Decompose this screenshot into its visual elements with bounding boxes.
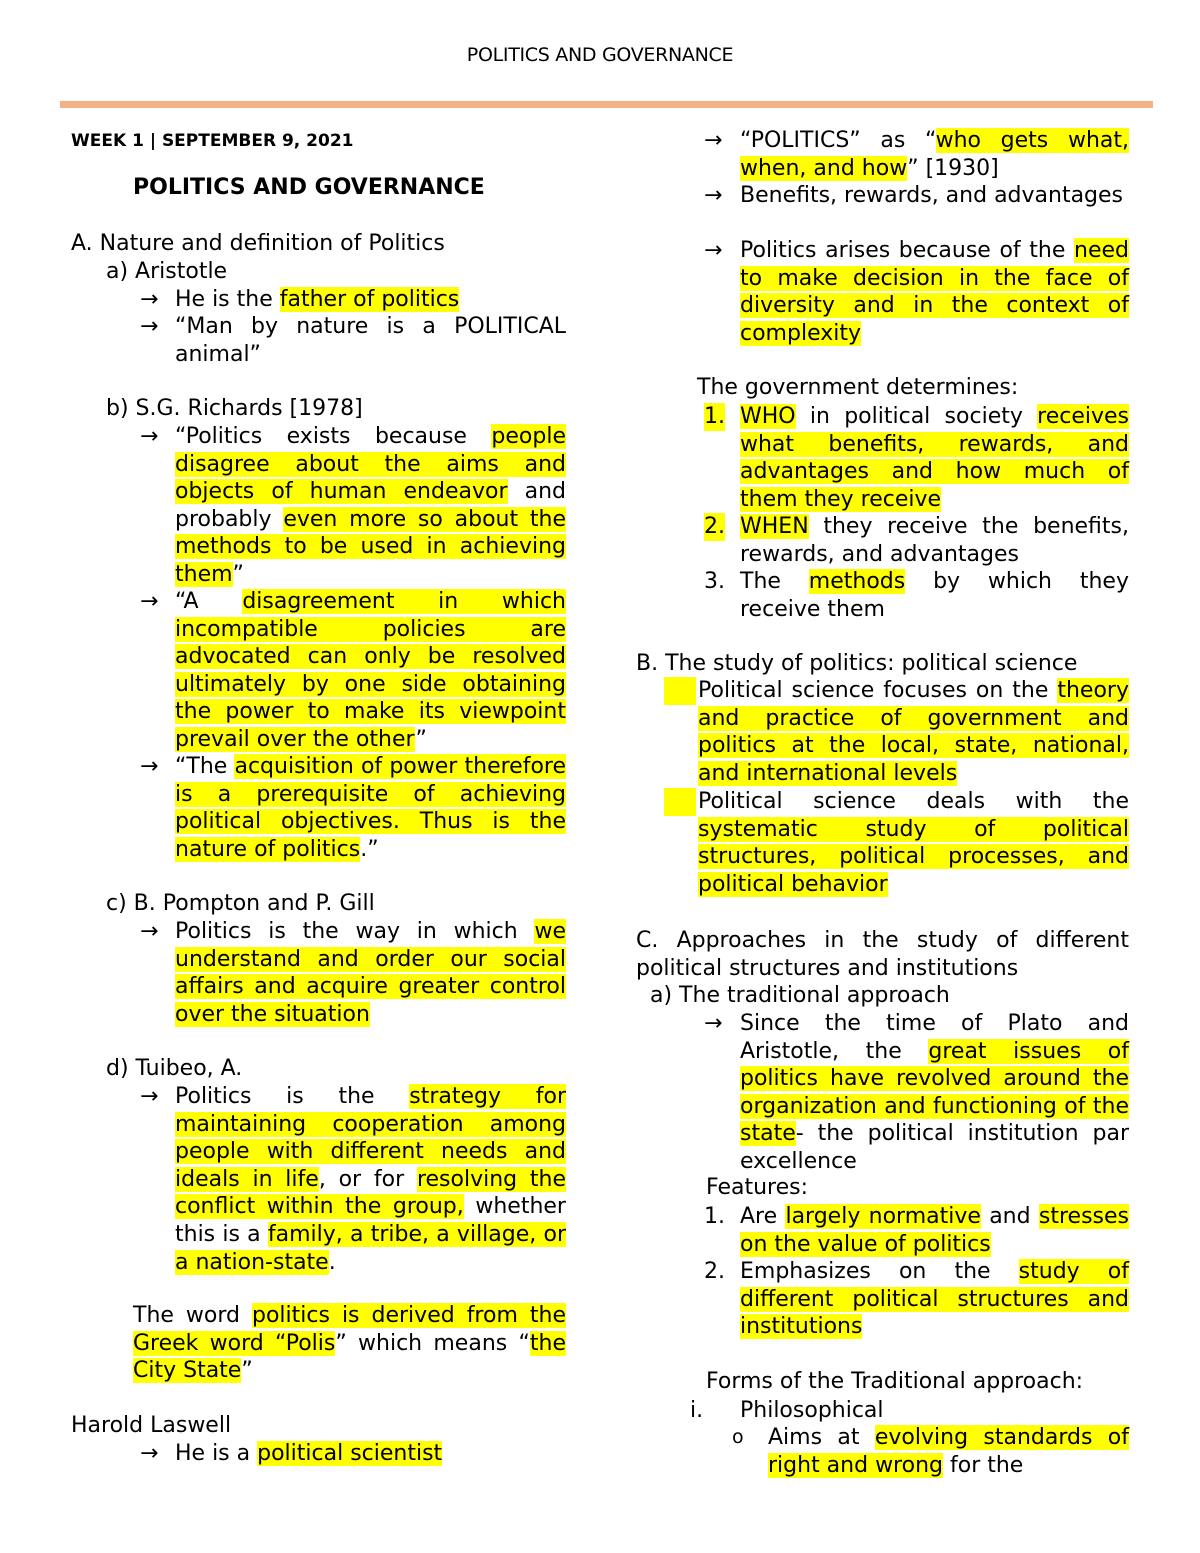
arrow-icon: → [704,128,723,153]
roman-item: i. Philosophical [690,1398,884,1423]
arrow-icon: → [704,238,723,263]
bullet-item: Political science focuses on the theory and practice of government and politics at the local, state, national, and international levels [664,677,1129,787]
right-column [600,0,1200,1553]
numbered-item: 2. WHEN they receive the benefits, rewards, and advantages [704,514,1129,567]
numbered-item: 3. The methods by which they receive them [704,569,1129,622]
arrow-icon: → [140,1441,159,1466]
section-b-heading: B. The study of politics: political science [636,651,1078,676]
arrow-item: → “Man by nature is a POLITICAL animal” [140,314,566,367]
item-c-label: c) B. Pompton and P. Gill [106,891,375,916]
bullet-item: Political science deals with the systematic study of political structures, political processes, and political behavior [664,788,1129,898]
laswell-label: Harold Laswell [71,1413,232,1438]
arrow-item: → He is a political scientist [140,1441,443,1466]
circle-bullet-icon: o [732,1426,744,1448]
sub-bullet-item: o Aims at evolving standards of right and wrong for the [732,1425,1129,1478]
numbered-item: 2. Emphasizes on the study of different political structures and institutions [704,1259,1129,1340]
arrow-icon: → [140,1084,159,1109]
arrow-icon: → [140,919,159,944]
arrow-icon: → [140,589,159,614]
government-determines-label: The government determines: [697,375,1019,400]
arrow-icon: → [140,314,159,339]
section-c-heading: C. Approaches in the study of different political structures and institutions [636,928,1129,981]
item-b-label: b) S.G. Richards [1978] [106,396,363,421]
bullet-marker [664,677,696,705]
arrow-icon: → [704,183,723,208]
arrow-item: → Politics is the strategy for maintaining cooperation among people with different needs and ideals in life, or for resolving the conflict within the group, whether this is a family, a tribe, a village, or a nation-state. [140,1084,567,1275]
doc-title: POLITICS AND GOVERNANCE [133,175,485,200]
item-a-label: a) Aristotle [106,259,228,284]
arrow-item: → “POLITICS” as “who gets what, when, and how” [1930] [704,128,1129,181]
arrow-icon: → [140,424,159,449]
numbered-item: 1. Are largely normative and stresses on the value of politics [704,1204,1129,1257]
item-d-label: d) Tuibeo, A. [106,1056,243,1081]
page-header: POLITICS AND GOVERNANCE [466,44,734,66]
arrow-icon: → [140,754,159,779]
arrow-icon: → [704,1011,723,1036]
numbered-item: 1. WHO in political society receives what benefits, rewards, and advantages and how much of them they receive [704,404,1129,512]
item-a-label: a) The traditional approach [650,983,950,1008]
arrow-item: → “A disagreement in which incompatible policies are advocated can only be resolved ultimately by one side obtaining the power to make its viewpoint prevail over the other” [140,589,566,752]
arrow-item: → Since the time of Plato and Aristotle, the great issues of politics have revolved around the organization and functioning of the state- the political institution par excellence [704,1011,1129,1174]
word-origin-paragraph: The word politics is derived from the Greek word “Polis” which means “the City State” [133,1303,566,1384]
arrow-item: → Politics arises because of the need to make decision in the face of diversity and in the context of complexity [704,238,1129,346]
arrow-item: → Politics is the way in which we understand and order our social affairs and acquire greater control over the situation [140,919,566,1027]
features-label: Features: [706,1175,809,1200]
arrow-item: → Benefits, rewards, and advantages [704,183,1124,208]
arrow-icon: → [140,287,159,312]
forms-label: Forms of the Traditional approach: [706,1369,1084,1394]
arrow-item: → “Politics exists because people disagree about the aims and objects of human endeavor and probably even more so about the methods to be used in achieving them” [140,424,566,587]
arrow-item: → He is the father of politics [140,287,460,312]
arrow-item: → “The acquisition of power therefore is a prerequisite of achieving political objectives. Thus is the nature of politics.” [140,754,566,862]
week-heading: WEEK 1 | SEPTEMBER 9, 2021 [71,131,354,151]
section-a-heading: A. Nature and definition of Politics [71,231,445,256]
bullet-marker [664,788,696,816]
